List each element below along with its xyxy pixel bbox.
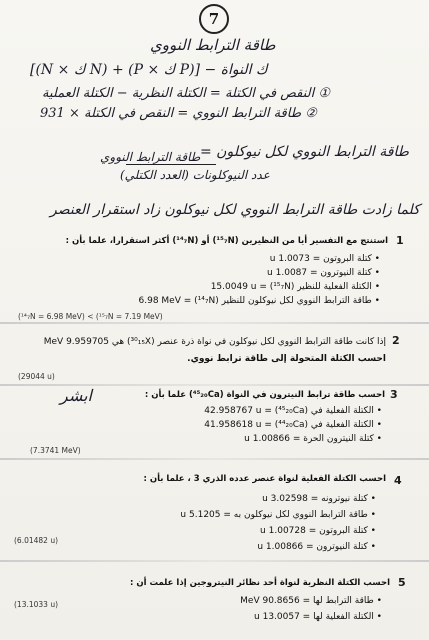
q3-given-neutron: • كتلة النيترون الحرة = 1.00866 u [244,434,382,444]
q1-answer: (¹⁴₇N = 6.98 MeV) < (¹⁵₇N = 7.19 MeV) [18,312,163,321]
divider [0,322,429,324]
question-2-prompt: إذا كانت طاقة الترابط النووي لكل نيوكلون في نواة ذرة عنصر (³⁰₁₅X) هي 9.959705 MeV [43,337,386,347]
note-mass-defect: ① النقص في الكتلة = الكتلة النظرية − الكتلة العملية [42,86,330,101]
question-1-prompt: استنتج مع التفسير أيا من النظيرين (¹⁵₇N) أو (¹⁴₇N) أكثر استقرارا، علما بأن : [65,236,388,246]
q1-given-proton: • كتلة البروتون = 1.0073 u [269,254,380,264]
question-2-number: 2 [392,334,400,347]
question-3-prompt: احسب طاقة ترابط النيترون في النواة (⁴⁵₂₀Ca) علما بأن : [144,390,385,400]
question-5-prompt: احسب الكتلة النظرية لنواة أحد نظائر النيتروجين إذا علمت أن : [130,578,390,588]
q3-answer: (7.3741 MeV) [30,446,81,455]
q1-given-neutron: • كتلة النيوترون = 1.0087 u [267,268,380,278]
question-1-number: 1 [396,234,404,247]
divider [0,560,429,562]
q5-given-energy: • طاقة الترابط لها = 90.8656 MeV [240,596,382,606]
note-binding-energy-formula: ② طاقة الترابط النووي = النقص في الكتلة × 931 [40,106,317,121]
q5-answer: (13.1033 u) [14,600,59,609]
question-2-prompt2: احسب الكتلة المتحولة إلى طاقة ترابط نووي. [187,354,386,364]
q1-given-n14-energy: • طاقة الترابط النووي لكل نيوكلون للنظير (¹⁴₇N) = 6.98 MeV [138,296,380,306]
q4-given-energy: • طاقة الترابط النووي لكل نيوكلون به = 5.1205 u [180,510,376,520]
question-4-prompt: احسب الكتلة الفعلية لنواة عنصر عدده الذري 3 ، علما بأن : [143,474,386,484]
page-number-badge: 7 [199,4,229,34]
note-fraction-numerator: طاقة الترابط النووي [100,150,201,164]
handwritten-signature: ابشر [60,386,92,405]
question-4-number: 4 [394,474,402,487]
q3-given-ca45: • الكتلة الفعلية في (⁴⁵₂₀Ca) = 42.958767 u [204,406,382,416]
q4-given-neutron: • كتلة النيوترون = 1.00866 u [257,542,376,552]
fraction-bar [126,164,216,165]
q4-given-proton: • كتلة البروتون = 1.00728 u [260,526,376,536]
divider [0,458,429,460]
note-fraction-denominator: عدد النيوكلونات (العدد الكتلي) [120,168,270,182]
q5-given-mass: • الكتلة الفعلية لها = 13.0057 u [254,612,382,622]
q4-given-neutrons: • كتلة نيوترونه = 3.02598 u [262,494,376,504]
q1-given-n15-mass: • الكتلة الفعلية للنظير (¹⁵₇N) = 15.0049 u [210,282,380,292]
q4-answer: (6.01482 u) [14,536,59,545]
q2-answer: (29044 u) [18,372,55,381]
note-theoretical-mass-formula: [(N × ك N) + (P × ك P)] − ك النواة [30,62,268,78]
note-energy-per-nucleon-label: طاقة الترابط النووي لكل نيوكلون = [200,144,409,160]
question-3-number: 3 [390,388,398,401]
question-5-number: 5 [398,576,406,589]
q3-given-ca44: • الكتلة الفعلية في (⁴⁴₂₀Ca) = 41.958618 u [204,420,382,430]
note-stability-rule: كلما زادت طاقة الترابط النووي لكل نيوكلون زاد استقرار العنصر [50,202,420,218]
note-binding-energy-title: طاقة الترابط النووي [150,36,276,54]
